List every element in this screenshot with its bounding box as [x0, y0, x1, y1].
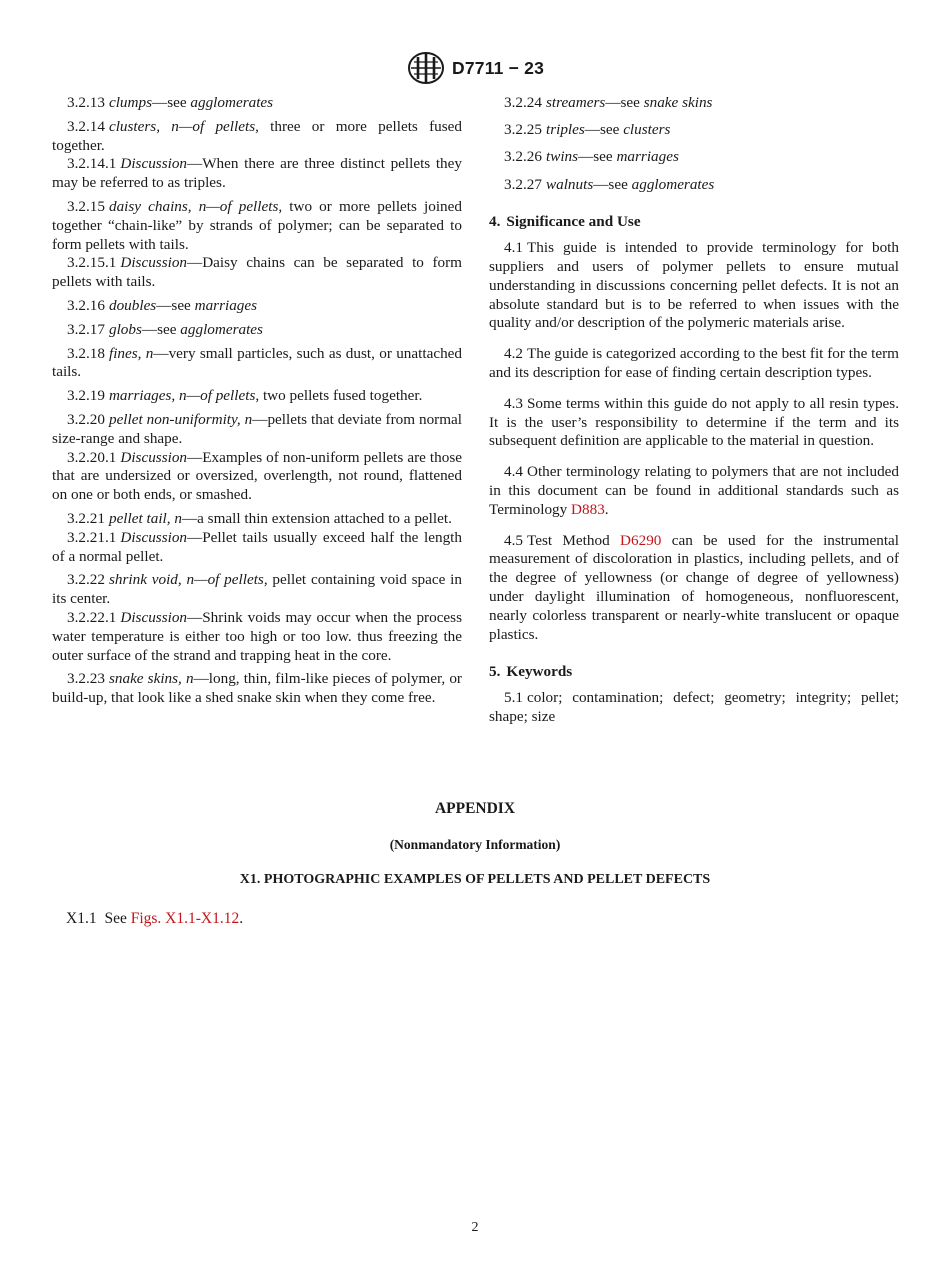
discussion-entry: 3.2.22.1 Discussion—Shrink voids may occur when the process water temperature is either too high or too low. thus freezing the outer surface of the strand and trapping heat in the core. [52, 608, 462, 664]
term-entry: 3.2.26 twins—see marriages [504, 148, 679, 166]
section-heading-significance: 4. Significance and Use [489, 213, 641, 231]
term-entry: 3.2.21 pellet tail, n—a small thin extension attached to a pellet. [67, 509, 452, 527]
term-entry: 3.2.25 triples—see clusters [504, 121, 671, 139]
page-number: 2 [471, 1220, 479, 1235]
link-figs-x1[interactable]: Figs. X1.1-X1.12 [130, 910, 240, 927]
paragraph-4-3: 4.3 Some terms within this guide do not apply to all resin types. It is the user’s responsibility to determine if the term and its subsequent definition are applicable to the material in question. [489, 394, 899, 450]
term-entry: 3.2.27 walnuts—see agglomerates [504, 175, 715, 193]
appendix-title: APPENDIX [434, 800, 516, 817]
paragraph-4-5: 4.5 Test Method D6290 can be used for the instrumental measurement of discoloration in plastics, including pellets, and of the degree of yellowness (or change of degree of yellowness) under daylight illumination of homogeneous, nonfluorescent, nearly colorless transparent or nearly-white translucent or opaque plastics. [489, 531, 899, 643]
x1-heading: X1. PHOTOGRAPHIC EXAMPLES OF PELLETS AND PELLET DEFECTS [239, 872, 711, 887]
term-entry: 3.2.19 marriages, n—of pellets, two pellets fused together. [67, 387, 423, 405]
term-entry: 3.2.13 clumps—see agglomerates [67, 94, 274, 111]
section-heading-keywords: 5. Keywords [489, 663, 573, 681]
link-d883[interactable]: D883 [571, 500, 605, 518]
appendix-subtitle: (Nonmandatory Information) [389, 837, 561, 852]
discussion-entry: 3.2.14.1 Discussion—When there are three distinct pellets they may be referred to as triples. [52, 155, 462, 192]
term-entry: 3.2.23 snake skins, n—long, thin, film-like pieces of polymer, or build-up, that look like a shed snake skin when they come free. [52, 670, 462, 707]
term-entry: 3.2.18 fines, n—very small particles, such as dust, or unattached tails. [52, 344, 462, 381]
left-column [52, 94, 462, 713]
right-column [489, 94, 899, 732]
paragraph-4-1: 4.1 This guide is intended to provide terminology for both suppliers and users of polymer pellets to ensure mutual understanding in discussions concerning pellet defects. It is not an absolute standard but is to be referred to when issues with the quality and/or description of the polymeric materials arise. [489, 239, 899, 332]
paragraph-4-4: 4.4 Other terminology relating to polymers that are not included in this document can be found in additional standards such as Terminology D883. [489, 463, 899, 518]
discussion-entry: 3.2.15.1 Discussion—Daisy chains can be separated to form pellets with tails. [52, 254, 462, 291]
paragraph-4-2: 4.2 The guide is categorized according to the best fit for the term and its description for ease of finding certain description types. [489, 345, 899, 381]
term-entry: 3.2.22 shrink void, n—of pellets, pellet containing void space in its center. [52, 571, 462, 608]
link-d6290[interactable]: D6290 [620, 531, 662, 549]
term-entry: 3.2.15 daisy chains, n—of pellets, two or more pellets joined together “chain-like” by strands of polymer; can be separated to form pellets with tails. [52, 197, 462, 253]
paragraph-5-1: 5.1 color; contamination; defect; geometry; integrity; pellet; shape; size [489, 689, 899, 725]
discussion-entry: 3.2.21.1 Discussion—Pellet tails usually exceed half the length of a normal pellet. [52, 528, 462, 565]
astm-logo-icon [406, 50, 446, 86]
term-entry: 3.2.20 pellet non-uniformity, n—pellets that deviate from normal size-range and shape. [52, 410, 462, 447]
page-header [0, 50, 950, 86]
term-entry: 3.2.16 doubles—see marriages [67, 296, 258, 314]
term-entry: 3.2.17 globs—see agglomerates [67, 320, 263, 338]
term-entry: 3.2.24 streamers—see snake skins [504, 94, 713, 111]
paragraph-x1-1: X1.1 See Figs. X1.1-X1.12. [66, 910, 244, 927]
discussion-entry: 3.2.20.1 Discussion—Examples of non-uniform pellets are those that are undersized or oversized, overlength, not round, flattened on one or both ends, or smashed. [52, 448, 462, 504]
term-entry: 3.2.14 clusters, n—of pellets, three or more pellets fused together. [52, 117, 462, 154]
standard-designation: D7711 − 23 [451, 57, 544, 78]
